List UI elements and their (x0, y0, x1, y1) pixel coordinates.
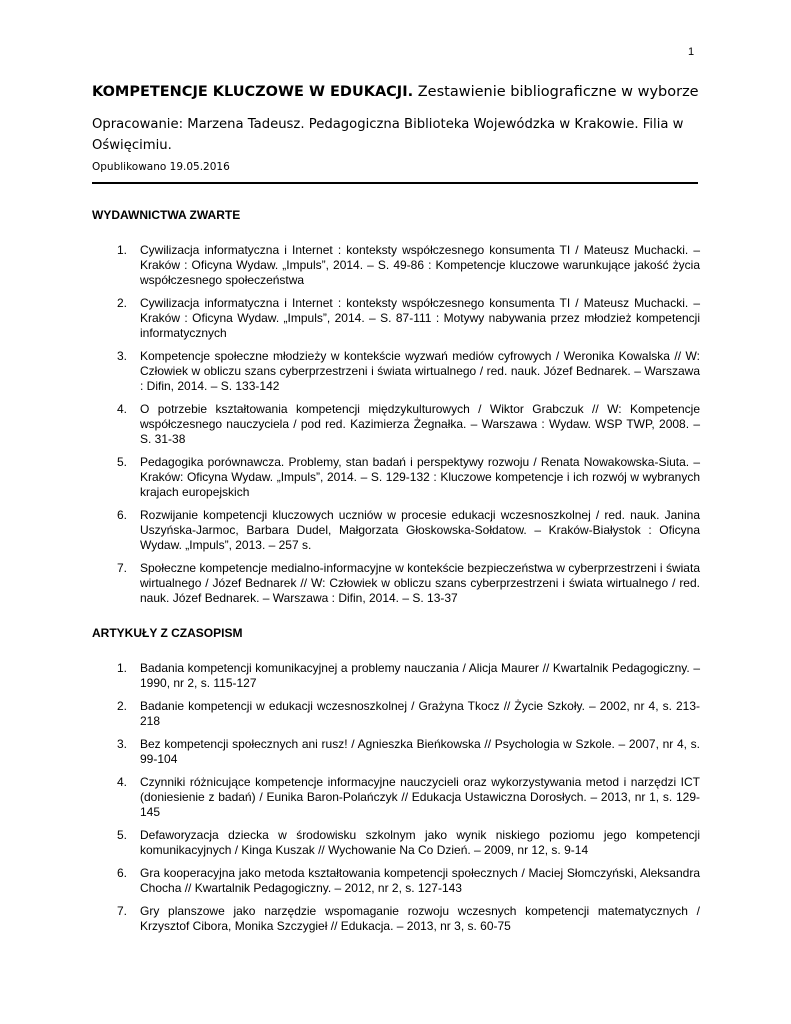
entry-number: 6. (117, 866, 128, 880)
document-title (92, 84, 732, 100)
entry-text: Badania kompetencji komunikacyjnej a problemy nauczania / Alicja Maurer // Kwartalnik Pedagogiczny. – 1990, nr 2, s. 115-127 (140, 661, 700, 690)
entry-number: 1. (117, 243, 128, 257)
bibliography-entry (0, 508, 700, 553)
entry-number: 6. (117, 508, 128, 522)
bibliography-entry (0, 561, 700, 606)
bibliography-entry (0, 828, 700, 858)
entry-number: 5. (117, 455, 128, 469)
entry-text: Społeczne kompetencje medialno-informacyjne w kontekście bezpieczeństwa w cyberprzestrzeni i świata wirtualnego / Józef Bednarek // W: Człowiek w obliczu szans cyberprzestrzeni i świata wirtualnego / red. nauk. Józef Bednarek. – Warszawa : Difin, 2014. – S. 13-37 (140, 561, 700, 605)
entry-number: 1. (117, 661, 128, 675)
bibliography-entry (0, 243, 700, 288)
entry-text: Badanie kompetencji w edukacji wczesnoszkolnej / Grażyna Tkocz // Życie Szkoły. – 2002, nr 4, s. 213-218 (140, 699, 700, 728)
section-heading-articles: ARTYKUŁY Z CZASOPISM (92, 626, 243, 640)
bibliography-list-articles (0, 661, 791, 942)
bibliography-entry (0, 904, 700, 934)
entry-number: 4. (117, 775, 128, 789)
compiler-note: Opracowanie: Marzena Tadeusz. Pedagogiczna Biblioteka Wojewódzka w Krakowie. Filia w Oświęcimiu. (92, 117, 684, 153)
horizontal-rule (92, 182, 698, 184)
entry-text: O potrzebie kształtowania kompetencji międzykulturowych / Wiktor Grabczuk // W: Kompetencje współczesnego nauczyciela / pod red. Kazimierza Żegnałka. – Warszawa : Wydaw. WSP TWP, 2008. – S. 31-38 (140, 402, 700, 446)
entry-number: 4. (117, 402, 128, 416)
entry-number: 3. (117, 737, 128, 751)
entry-number: 5. (117, 828, 128, 842)
entry-text: Defaworyzacja dziecka w środowisku szkolnym jako wynik niskiego poziomu jego kompetencji komunikacyjnych / Kinga Kuszak // Wychowanie Na Co Dzień. – 2009, nr 12, s. 9-14 (140, 828, 700, 857)
bibliography-entry (0, 402, 700, 447)
publication-date: Opublikowano 19.05.2016 (92, 161, 230, 173)
bibliography-entry (0, 296, 700, 341)
bibliography-entry (0, 455, 700, 500)
page-number: 1 (688, 46, 695, 58)
entry-text: Gry planszowe jako narzędzie wspomaganie rozwoju wczesnych kompetencji matematycznych / Krzysztof Cibora, Monika Szczygieł // Edukacja. – 2013, nr 3, s. 60-75 (140, 904, 700, 933)
bibliography-entry (0, 775, 700, 820)
entry-number: 2. (117, 699, 128, 713)
entry-text: Czynniki różnicujące kompetencje informacyjne nauczycieli oraz wykorzystywania metod i narzędzi ICT (doniesienie z badań) / Eunika Baron-Polańczyk // Edukacja Ustawiczna Dorosłych. – 2013, nr 1, s. 129-145 (140, 775, 700, 819)
document-title-subtitle: Zestawienie bibliograficzne w wyborze (417, 84, 699, 100)
entry-text: Cywilizacja informatyczna i Internet : konteksty współczesnego konsumenta TI / Mateusz Muchacki. – Kraków : Oficyna Wydaw. „Impuls”, 2014. – S. 87-111 : Motywy nabywania przez młodzież kompetencji informatycznych (140, 296, 700, 340)
entry-text: Cywilizacja informatyczna i Internet : konteksty współczesnego konsumenta TI / Mateusz Muchacki. – Kraków : Oficyna Wydaw. „Impuls”, 2014. – S. 49-86 : Kompetencje kluczowe warunkujące jakość życia współczesnego społeczeństwa (140, 243, 700, 287)
bibliography-entry (0, 737, 700, 767)
bibliography-entry (0, 866, 700, 896)
entry-text: Rozwijanie kompetencji kluczowych uczniów w procesie edukacji wczesnoszkolnej / red. nauk. Janina Uszyńska-Jarmoc, Barbara Dudel, Małgorzata Głoskowska-Sołdatow. – Kraków-Białystok : Oficyna Wydaw. „Impuls”, 2013. – 257 s. (140, 508, 700, 552)
bibliography-list-monographs (0, 243, 791, 614)
entry-text: Pedagogika porównawcza. Problemy, stan badań i perspektywy rozwoju / Renata Nowakowska-Siuta. – Kraków: Oficyna Wydaw. „Impuls”, 2014. – S. 129-132 : Kluczowe kompetencje i ich rozwój w wybranych krajach europejskich (140, 455, 700, 499)
entry-text: Kompetencje społeczne młodzieży w kontekście wyzwań mediów cyfrowych / Weronika Kowalska // W: Człowiek w obliczu szans cyberprzestrzeni i świata wirtualnego / red. nauk. Józef Bednarek. – Warszawa : Difin, 2014. – S. 133-142 (140, 349, 700, 393)
section-heading-monographs: WYDAWNICTWA ZWARTE (92, 208, 241, 222)
bibliography-entry (0, 349, 700, 394)
document-title-bold: KOMPETENCJE KLUCZOWE W EDUKACJI. (92, 84, 414, 100)
bibliography-entry (0, 699, 700, 729)
entry-number: 3. (117, 349, 128, 363)
entry-number: 2. (117, 296, 128, 310)
entry-text: Gra kooperacyjna jako metoda kształtowania kompetencji społecznych / Maciej Słomczyński, Aleksandra Chocha // Kwartalnik Pedagogiczny. – 2012, nr 2, s. 127-143 (140, 866, 700, 895)
entry-number: 7. (117, 561, 128, 575)
entry-number: 7. (117, 904, 128, 918)
bibliography-entry (0, 661, 700, 691)
entry-text: Bez kompetencji społecznych ani rusz! / Agnieszka Bieńkowska // Psychologia w Szkole. – 2007, nr 4, s. 99-104 (140, 737, 700, 766)
